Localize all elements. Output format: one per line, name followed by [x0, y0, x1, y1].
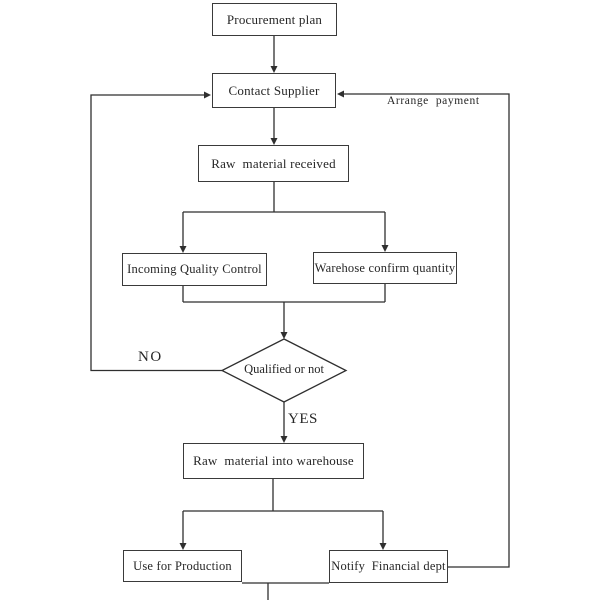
arrow-right-icon: [204, 92, 211, 99]
decision-label-qualified-or-not: Qualified or not: [244, 362, 324, 376]
node-use-for-production: Use for Production: [123, 550, 242, 582]
arrow-left-icon: [337, 91, 344, 98]
edge-label-no: NO: [138, 349, 163, 365]
arrow-down-icon: [271, 138, 278, 145]
arrow-down-icon: [180, 246, 187, 253]
arrow-down-icon: [281, 332, 288, 339]
node-incoming-quality-control: Incoming Quality Control: [122, 253, 267, 286]
node-raw-material-into-warehouse: Raw material into warehouse: [183, 443, 364, 479]
arrow-down-icon: [382, 245, 389, 252]
edge-label-arrange-payment: Arrange payment: [387, 95, 480, 107]
arrow-down-icon: [180, 543, 187, 550]
node-raw-material-received: Raw material received: [198, 145, 349, 182]
arrow-down-icon: [271, 66, 278, 73]
arrow-down-icon: [281, 436, 288, 443]
node-procurement-plan: Procurement plan: [212, 3, 337, 36]
edge-label-yes: YES: [288, 411, 318, 427]
node-contact-supplier: Contact Supplier: [212, 73, 336, 108]
node-warehouse-confirm-quantity: Warehose confirm quantity: [313, 252, 457, 284]
node-notify-financial-dept: Notify Financial dept: [329, 550, 448, 583]
arrow-down-icon: [380, 543, 387, 550]
